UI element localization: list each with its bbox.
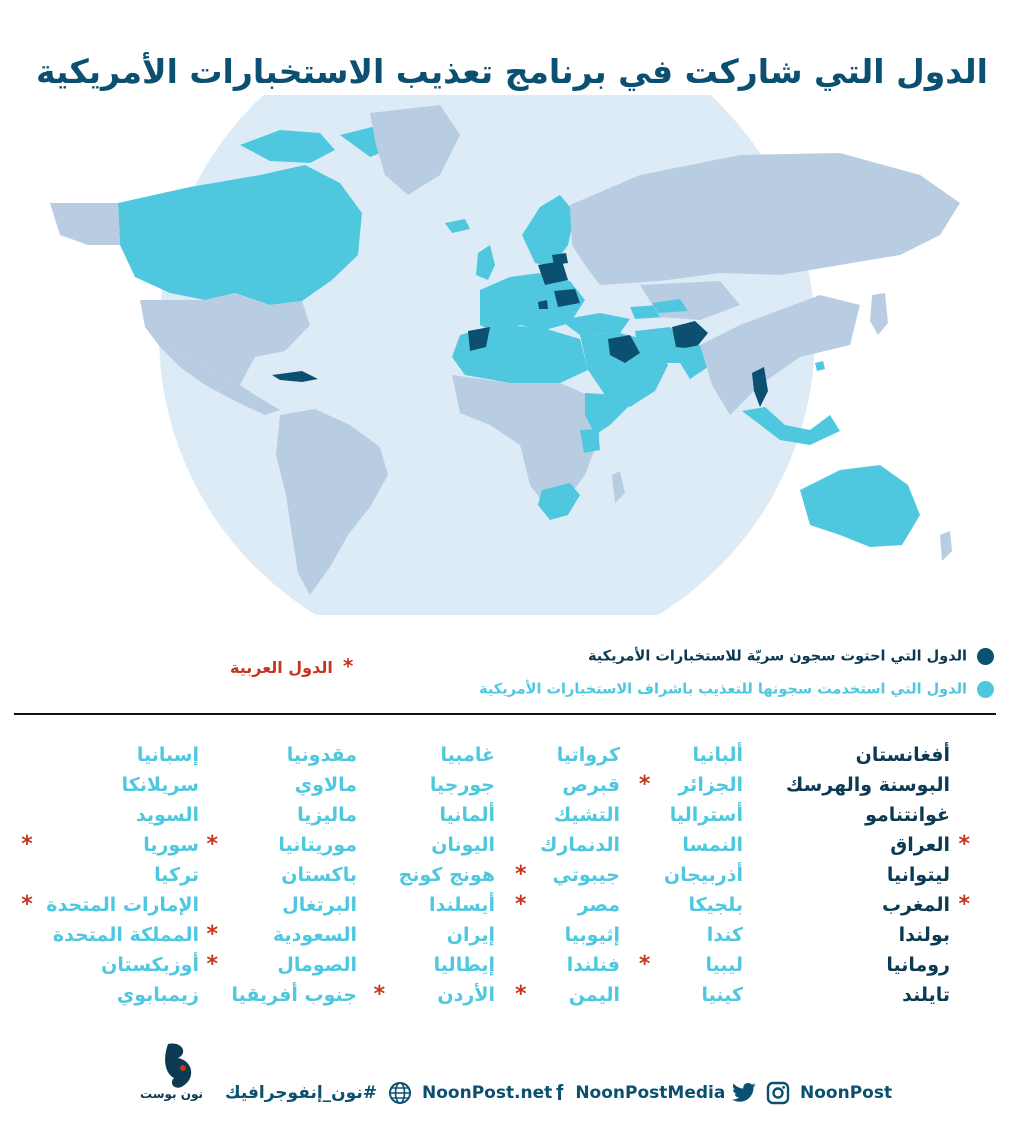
country-name: الجزائر: [678, 774, 743, 796]
arab-country-star: *: [515, 892, 527, 917]
legend-arab-star: *: [342, 654, 354, 678]
country-list-light-4: [206, 740, 357, 1010]
country-item: [540, 830, 620, 860]
country-name: الإمارات المتحدة: [46, 894, 199, 916]
map-lithuania: [552, 253, 568, 265]
country-name: جيبوتي: [552, 864, 620, 886]
country-item: [399, 800, 495, 830]
map-japan: [870, 293, 888, 335]
country-name: التشيك: [553, 804, 620, 826]
country-item: [786, 980, 950, 1010]
country-name: السعودية: [272, 924, 357, 946]
country-name: كينيا: [701, 984, 743, 1006]
country-item: [206, 830, 357, 860]
social-label: NoonPost: [800, 1083, 893, 1103]
country-item: [664, 890, 743, 920]
section-divider: [14, 713, 996, 715]
country-name: أستراليا: [669, 804, 743, 826]
country-item: [46, 980, 199, 1010]
country-item: [46, 800, 199, 830]
country-name: سريلانكا: [121, 774, 199, 796]
legend-arab-label: الدول العربية: [230, 658, 333, 677]
country-name: مصر: [577, 894, 620, 916]
country-name: النمسا: [682, 834, 743, 856]
country-item: [786, 800, 950, 830]
legend-dark: [588, 648, 994, 665]
country-item: [540, 920, 620, 950]
arab-country-star: *: [373, 982, 386, 1007]
country-name: إيران: [446, 924, 495, 946]
country-item: [638, 770, 743, 800]
country-name: قبرص: [562, 774, 620, 796]
country-name: مالاوي: [294, 774, 357, 796]
footer-site[interactable]: [388, 1078, 552, 1108]
country-name: تركيا: [154, 864, 199, 886]
country-name: إيطاليا: [433, 954, 495, 976]
site-label: NoonPost.net: [422, 1083, 553, 1103]
country-item: [231, 800, 357, 830]
arab-country-star: *: [958, 832, 970, 857]
country-name: العراق: [890, 834, 950, 856]
facebook-icon: f: [556, 1080, 564, 1105]
country-name: إثيوبيا: [564, 924, 620, 946]
country-item: [786, 950, 950, 980]
globe-icon: [388, 1081, 412, 1105]
country-name: السويد: [135, 804, 199, 826]
country-name: غوانتنامو: [865, 804, 950, 826]
country-item: [46, 860, 199, 890]
country-item: [399, 830, 495, 860]
country-item: [399, 860, 495, 890]
country-name: ماليزيا: [297, 804, 357, 826]
country-item: [786, 740, 950, 770]
country-item: [46, 920, 199, 950]
legend-arab: [230, 654, 353, 678]
country-name: بلجيكا: [688, 894, 743, 916]
country-name: ليتوانيا: [886, 864, 950, 886]
arab-country-star: *: [958, 892, 970, 917]
country-item: [540, 740, 620, 770]
country-name: المملكة المتحدة: [52, 924, 199, 946]
map-hong-kong: [815, 361, 825, 371]
country-name: جورجيا: [429, 774, 495, 796]
country-item: [786, 770, 950, 800]
map-canada: [118, 165, 362, 305]
country-item: [21, 830, 199, 860]
country-item: [515, 860, 620, 890]
brand-name: نون بوست: [140, 1087, 203, 1101]
country-name: كندا: [706, 924, 743, 946]
country-name: تايلند: [902, 984, 950, 1006]
country-name: أفغانستان: [855, 744, 950, 766]
country-item: [231, 740, 357, 770]
country-item: [664, 860, 743, 890]
country-name: أيسلندا: [429, 894, 495, 916]
arab-country-star: *: [206, 922, 218, 947]
country-item: [399, 950, 495, 980]
footer-hashtag: [225, 1078, 377, 1108]
country-name: المغرب: [881, 894, 950, 916]
country-item: [540, 950, 620, 980]
country-list-dark: [785, 740, 970, 1010]
country-name: غامبيا: [440, 744, 495, 766]
arab-country-star: *: [515, 982, 527, 1007]
country-item: [786, 890, 970, 920]
country-item: [638, 950, 743, 980]
country-name: ألبانيا: [692, 744, 743, 766]
legend-dark-dot: [977, 648, 994, 665]
arab-country-star: *: [21, 832, 33, 857]
legend-light: [479, 681, 994, 698]
country-item: [664, 740, 743, 770]
country-item: [786, 860, 950, 890]
country-item: [399, 890, 495, 920]
arab-country-star: *: [206, 952, 218, 977]
country-name: موريتانيا: [278, 834, 357, 856]
country-name: الدنمارك: [540, 834, 620, 856]
country-item: [399, 920, 495, 950]
country-list-light-2: [515, 740, 620, 1010]
country-name: الأردن: [437, 984, 495, 1006]
hashtag-label: #نون_إنفوجرافيك: [225, 1083, 377, 1103]
country-item: [206, 950, 357, 980]
country-list-light-3: [373, 740, 495, 1010]
country-item: [515, 980, 620, 1010]
arab-country-star: *: [638, 772, 651, 797]
country-item: [399, 770, 495, 800]
legend-light-label: الدول التي استخدمت سجونها للتعذيب باشراف الاستخبارات الأمريكية: [479, 681, 967, 698]
country-name: زيمبابوي: [116, 984, 199, 1006]
country-item: [46, 770, 199, 800]
country-name: مقدونيا: [286, 744, 357, 766]
legend-dark-label: الدول التي احتوت سجون سريّة للاستخبارات الأمريكية: [587, 648, 967, 665]
legend-light-dot: [977, 681, 994, 698]
country-list-light-5: [21, 740, 199, 1010]
country-name: رومانيا: [886, 954, 950, 976]
country-item: [46, 740, 199, 770]
country-item: [21, 890, 199, 920]
country-item: [786, 830, 970, 860]
country-name: جنوب أفريقيا: [231, 984, 357, 1006]
world-map: [40, 95, 984, 615]
country-name: أذربيجان: [663, 864, 743, 886]
country-name: فنلندا: [566, 954, 620, 976]
country-item: [399, 740, 495, 770]
country-name: اليمن: [568, 984, 620, 1006]
country-name: هونج كونج: [398, 864, 495, 886]
arab-country-star: *: [206, 832, 218, 857]
country-name: أوزبكستان: [101, 954, 199, 976]
facebook-label: NoonPostMedia: [575, 1083, 726, 1103]
instagram-icon: [766, 1081, 790, 1105]
country-name: كرواتيا: [556, 744, 620, 766]
page-title: الدول التي شاركت في برنامج تعذيب الاستخبارات الأمريكية: [35, 52, 988, 91]
arab-country-star: *: [638, 952, 651, 977]
country-item: [206, 920, 357, 950]
country-item: [664, 830, 743, 860]
country-item: [231, 860, 357, 890]
country-item: [540, 770, 620, 800]
country-item: [664, 800, 743, 830]
country-name: بولندا: [898, 924, 950, 946]
country-name: البرتغال: [282, 894, 357, 916]
map-australia: [800, 465, 920, 547]
country-item: [540, 800, 620, 830]
country-name: ألمانيا: [439, 804, 495, 826]
country-list-light-1: [638, 740, 743, 1010]
country-item: [231, 980, 357, 1010]
country-name: إسبانيا: [136, 744, 199, 766]
map-alaska: [50, 203, 120, 245]
country-item: [786, 920, 950, 950]
country-name: سوريا: [143, 834, 199, 856]
country-item: [231, 890, 357, 920]
footer-social[interactable]: [732, 1078, 892, 1108]
country-item: [515, 890, 620, 920]
country-item: [664, 980, 743, 1010]
twitter-icon: [732, 1082, 758, 1104]
footer-facebook[interactable]: [556, 1078, 725, 1108]
country-item: [664, 920, 743, 950]
country-name: الصومال: [277, 954, 357, 976]
country-name: باكستان: [281, 864, 357, 886]
country-name: البوسنة والهرسك: [785, 774, 950, 796]
arab-country-star: *: [21, 892, 33, 917]
country-name: اليونان: [431, 834, 495, 856]
arab-country-star: *: [515, 862, 527, 887]
country-item: [373, 980, 495, 1010]
country-item: [231, 770, 357, 800]
country-item: [46, 950, 199, 980]
map-new-zealand: [940, 531, 952, 561]
country-name: ليبيا: [705, 954, 743, 976]
